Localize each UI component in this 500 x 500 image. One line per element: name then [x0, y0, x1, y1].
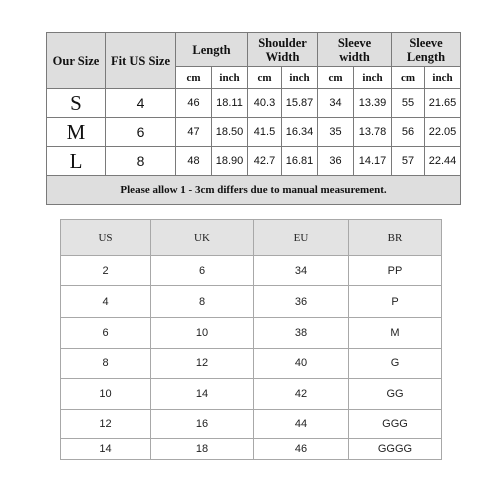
table-row — [47, 147, 461, 176]
table-row — [61, 317, 442, 348]
length-inch: 18.11 — [212, 89, 248, 118]
br-size: GG — [349, 378, 442, 409]
uk-size: 6 — [151, 256, 254, 286]
sleeve-length-inch: 22.44 — [425, 147, 461, 176]
uk-size: 12 — [151, 348, 254, 378]
sleeve-width-cm: 34 — [318, 89, 354, 118]
fit-us-value: 6 — [106, 118, 176, 147]
table-row — [61, 439, 442, 460]
length-cm: 48 — [176, 147, 212, 176]
sleeve-length-inch: 22.05 — [425, 118, 461, 147]
sleeve-width-cm: 35 — [318, 118, 354, 147]
uk-size: 16 — [151, 410, 254, 439]
uk-size: 8 — [151, 286, 254, 317]
header-sleeve-length: Sleeve Length — [392, 33, 461, 67]
sleeve-length-cm: 56 — [392, 118, 425, 147]
table-row — [47, 118, 461, 147]
eu-size: 34 — [254, 256, 349, 286]
br-size: M — [349, 317, 442, 348]
sleeve-width-inch: 13.78 — [354, 118, 392, 147]
us-size: 10 — [61, 378, 151, 409]
length-cm: 47 — [176, 118, 212, 147]
size-chart-table — [46, 32, 461, 205]
length-cm: 46 — [176, 89, 212, 118]
br-size: GGG — [349, 410, 442, 439]
size-conversion-table — [60, 219, 442, 460]
header-length: Length — [176, 33, 248, 67]
table-row — [61, 410, 442, 439]
unit-cm: cm — [176, 67, 212, 89]
us-size: 2 — [61, 256, 151, 286]
header-our-size: Our Size — [47, 33, 106, 89]
us-size: 12 — [61, 410, 151, 439]
header-us: US — [61, 220, 151, 256]
uk-size: 10 — [151, 317, 254, 348]
shoulder-cm: 40.3 — [248, 89, 282, 118]
header-sleeve-width: Sleeve width — [318, 33, 392, 67]
br-size: GGGG — [349, 439, 442, 460]
unit-inch: inch — [354, 67, 392, 89]
eu-size: 36 — [254, 286, 349, 317]
eu-size: 38 — [254, 317, 349, 348]
eu-size: 40 — [254, 348, 349, 378]
br-size: G — [349, 348, 442, 378]
header-fit-us-size: Fit US Size — [106, 33, 176, 89]
unit-inch: inch — [425, 67, 461, 89]
table-row — [61, 256, 442, 286]
sleeve-width-cm: 36 — [318, 147, 354, 176]
table-row — [61, 348, 442, 378]
fit-us-value: 8 — [106, 147, 176, 176]
unit-cm: cm — [248, 67, 282, 89]
shoulder-inch: 16.81 — [282, 147, 318, 176]
measurement-note: Please allow 1 - 3cm differs due to manual measurement. — [47, 176, 461, 205]
fit-us-value: 4 — [106, 89, 176, 118]
length-inch: 18.50 — [212, 118, 248, 147]
table-header-row — [61, 220, 442, 256]
sleeve-width-inch: 13.39 — [354, 89, 392, 118]
size-label: M — [47, 118, 106, 147]
us-size: 6 — [61, 317, 151, 348]
shoulder-inch: 16.34 — [282, 118, 318, 147]
eu-size: 44 — [254, 410, 349, 439]
header-br: BR — [349, 220, 442, 256]
sleeve-length-inch: 21.65 — [425, 89, 461, 118]
unit-cm: cm — [318, 67, 354, 89]
uk-size: 14 — [151, 378, 254, 409]
unit-cm: cm — [392, 67, 425, 89]
unit-inch: inch — [212, 67, 248, 89]
us-size: 8 — [61, 348, 151, 378]
sleeve-length-cm: 57 — [392, 147, 425, 176]
size-label: L — [47, 147, 106, 176]
br-size: P — [349, 286, 442, 317]
header-uk: UK — [151, 220, 254, 256]
eu-size: 42 — [254, 378, 349, 409]
sleeve-width-inch: 14.17 — [354, 147, 392, 176]
header-eu: EU — [254, 220, 349, 256]
br-size: PP — [349, 256, 442, 286]
shoulder-cm: 42.7 — [248, 147, 282, 176]
sleeve-length-cm: 55 — [392, 89, 425, 118]
uk-size: 18 — [151, 439, 254, 460]
table-row — [61, 286, 442, 317]
table-row — [61, 378, 442, 409]
us-size: 4 — [61, 286, 151, 317]
shoulder-inch: 15.87 — [282, 89, 318, 118]
us-size: 14 — [61, 439, 151, 460]
size-label: S — [47, 89, 106, 118]
shoulder-cm: 41.5 — [248, 118, 282, 147]
header-shoulder-width: Shoulder Width — [248, 33, 318, 67]
length-inch: 18.90 — [212, 147, 248, 176]
table-row — [47, 89, 461, 118]
unit-inch: inch — [282, 67, 318, 89]
eu-size: 46 — [254, 439, 349, 460]
